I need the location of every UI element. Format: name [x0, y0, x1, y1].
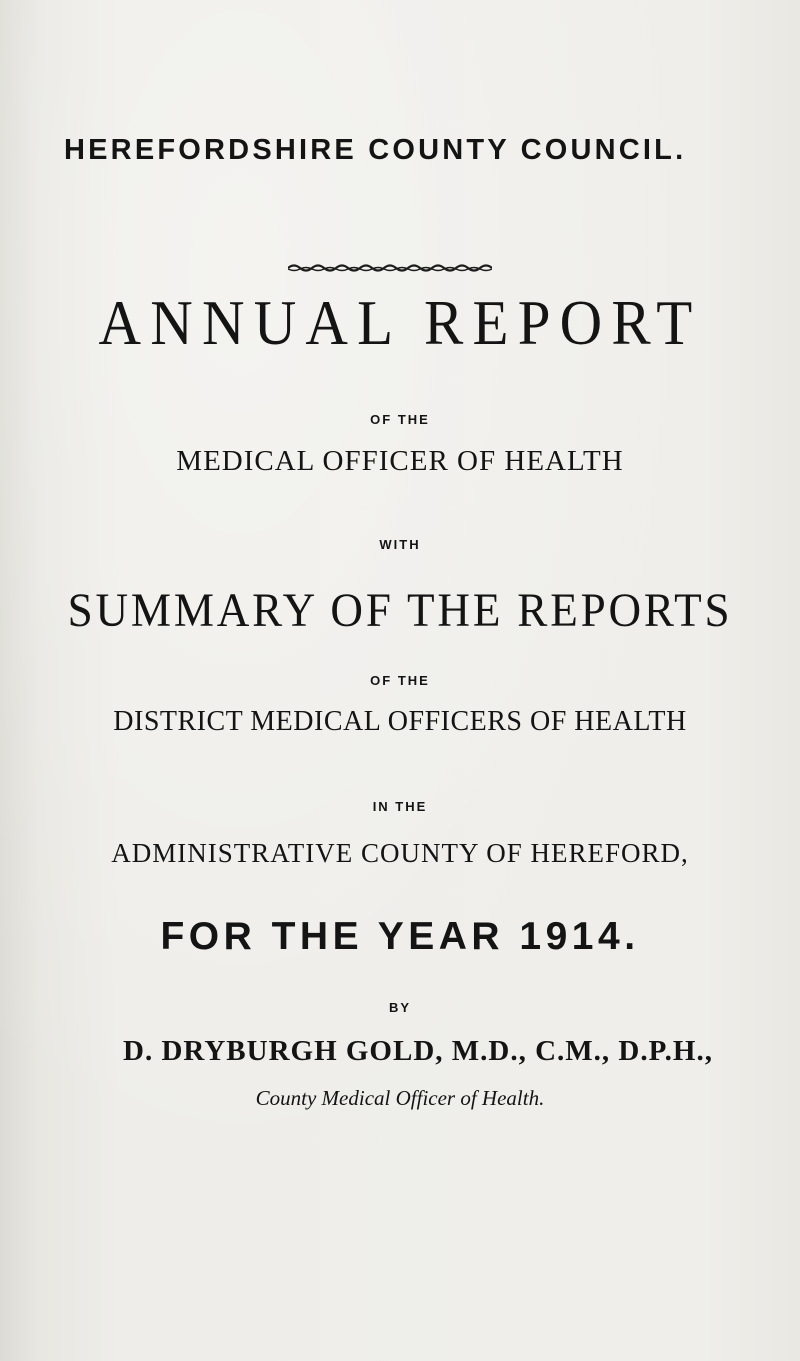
district-officers-heading: DISTRICT MEDICAL OFFICERS OF HEALTH: [113, 706, 687, 737]
in-the-label: IN THE: [372, 799, 428, 814]
year-heading: FOR THE YEAR 1914.: [160, 915, 640, 958]
of-the-label-2: OF THE: [370, 673, 430, 688]
administrative-county-heading: ADMINISTRATIVE COUNTY OF HEREFORD,: [111, 838, 689, 868]
author-name: D. DRYBURGH GOLD, M.D., C.M., D.P.H.,: [123, 1035, 713, 1067]
summary-heading: SUMMARY OF THE REPORTS: [67, 584, 733, 637]
medical-officer-heading: MEDICAL OFFICER OF HEALTH: [176, 445, 624, 477]
report-title: ANNUAL REPORT: [98, 287, 702, 358]
council-heading: HEREFORDSHIRE COUNTY COUNCIL.: [64, 134, 687, 166]
of-the-label-1: OF THE: [370, 412, 430, 427]
by-label: BY: [388, 1000, 412, 1015]
wavy-rule-ornament: [288, 262, 492, 274]
author-title: County Medical Officer of Health.: [255, 1086, 545, 1110]
with-label: WITH: [379, 537, 421, 552]
